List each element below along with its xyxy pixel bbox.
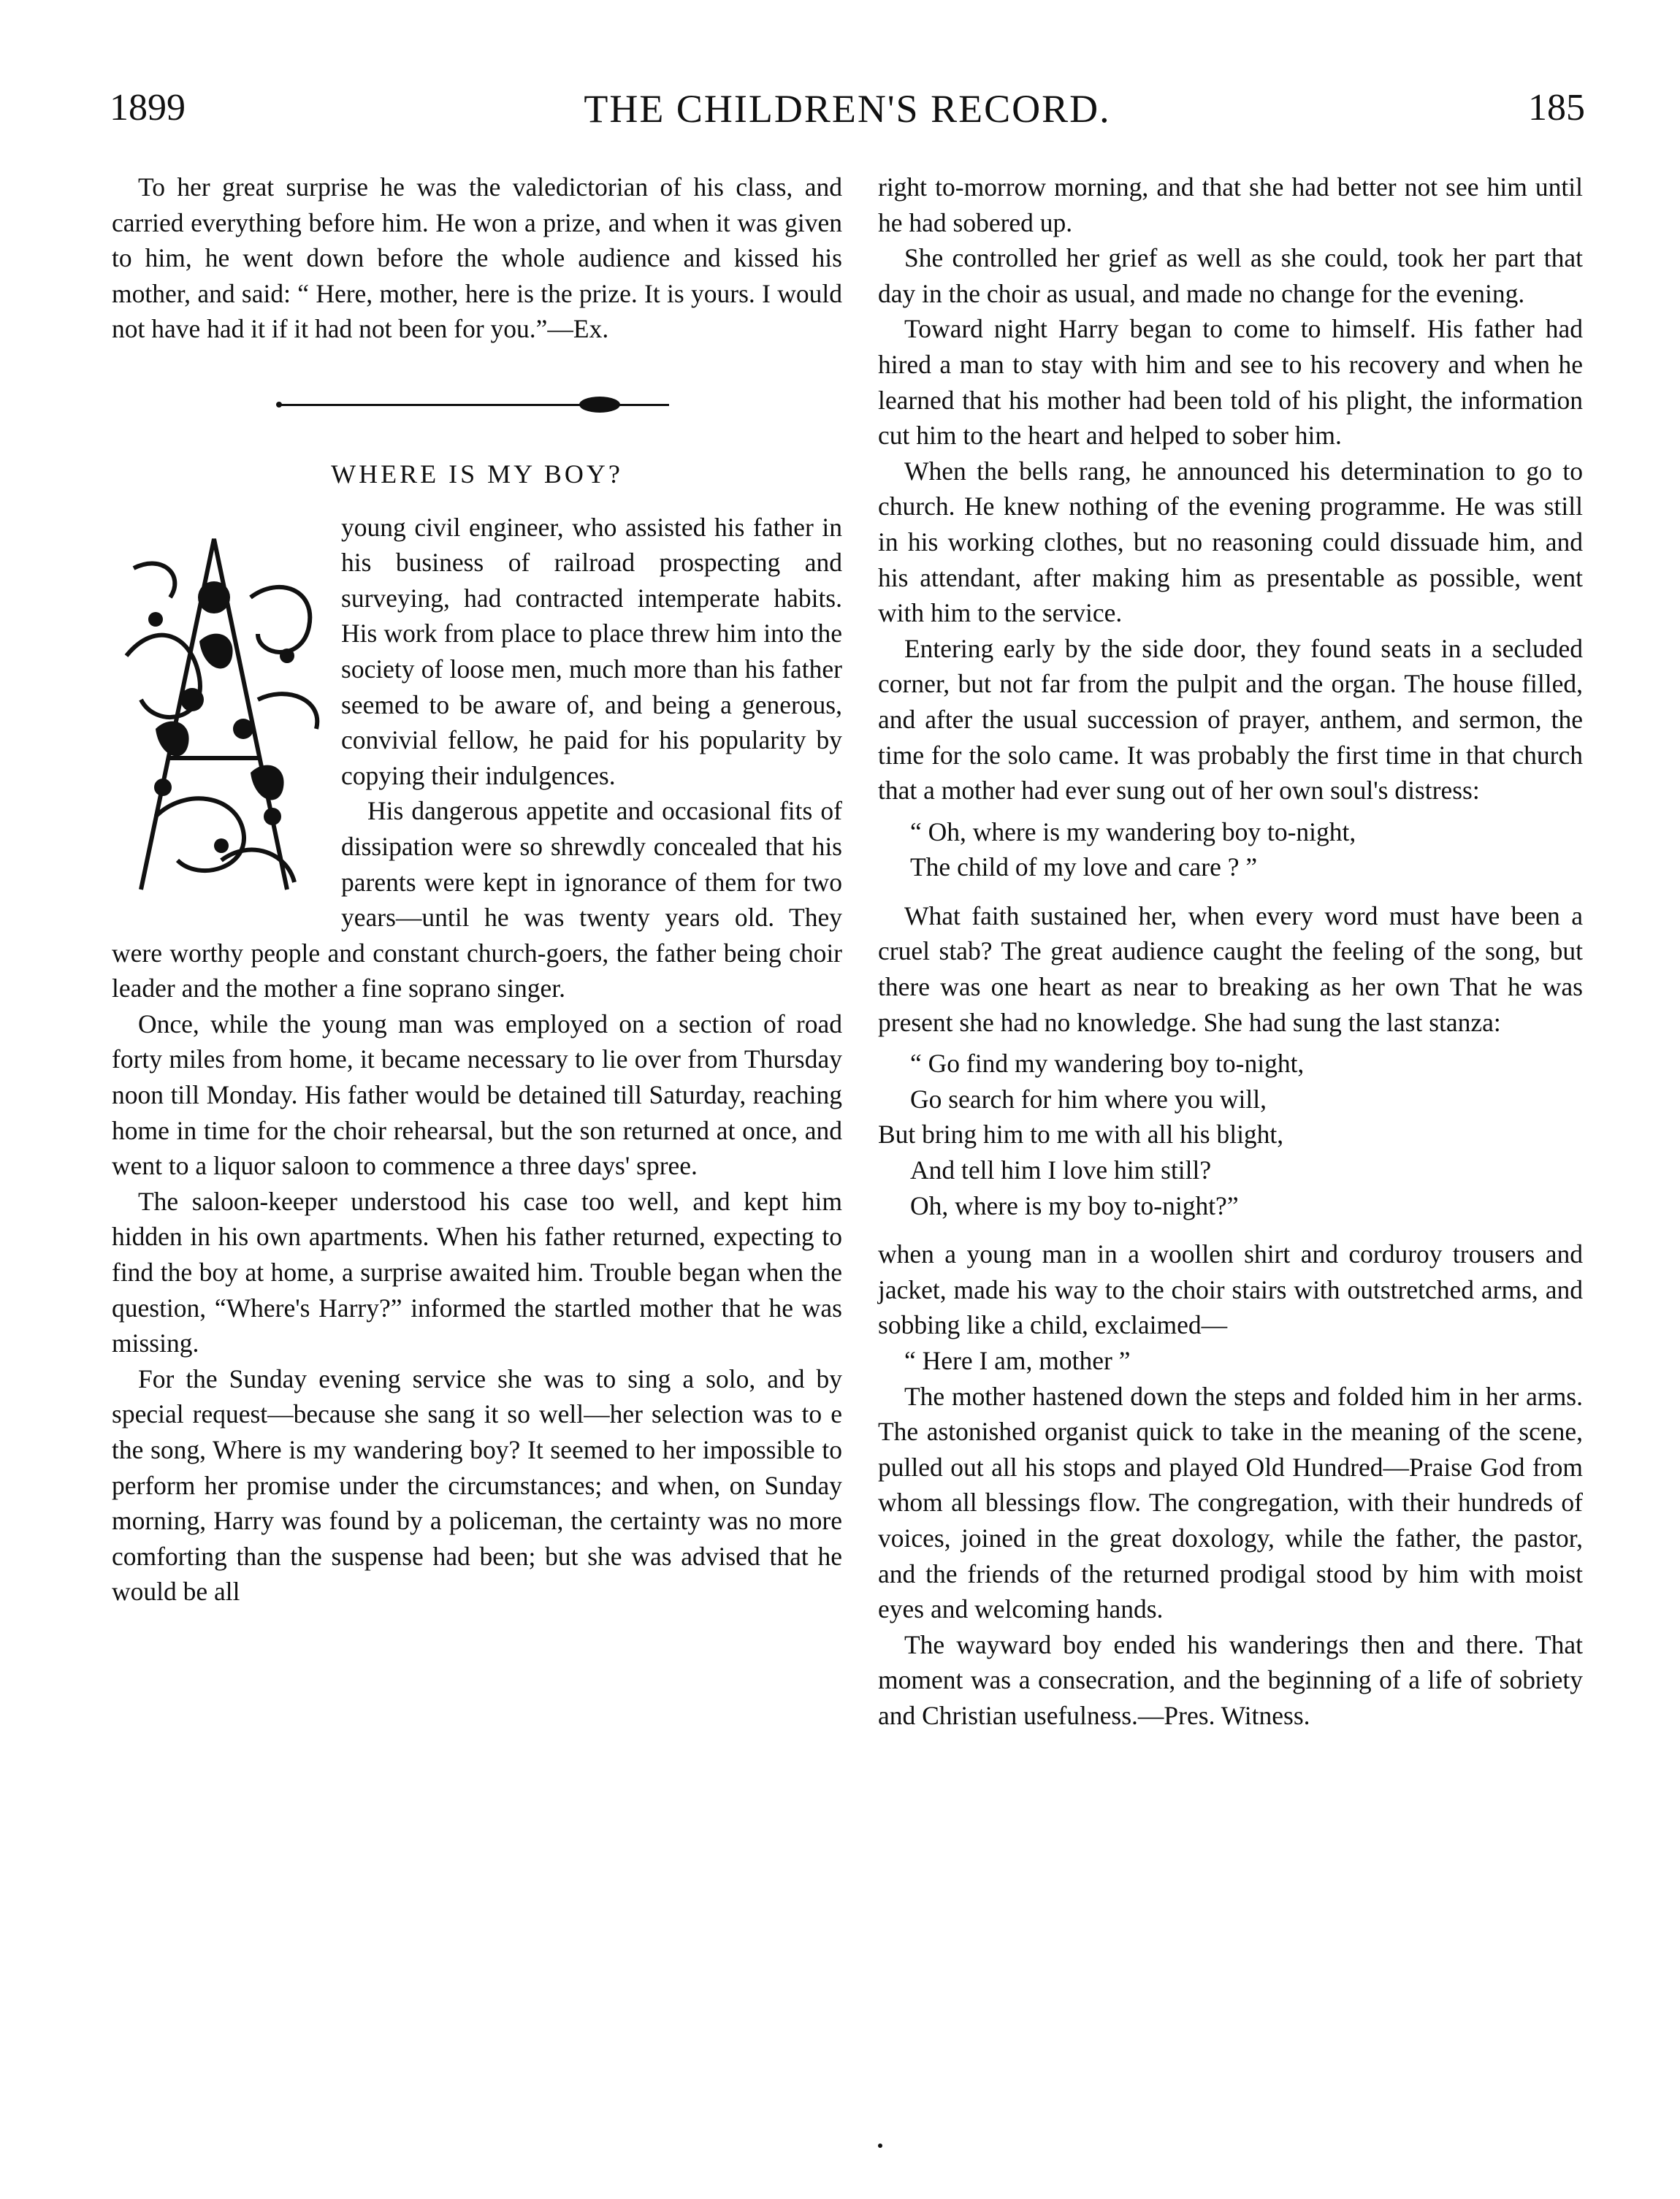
section-divider — [112, 347, 842, 456]
footer-dot — [878, 2143, 882, 2148]
header-page-number: 185 — [1528, 87, 1585, 129]
header-year: 1899 — [110, 87, 186, 129]
poem-line: The child of my love and care ? ” — [910, 852, 1258, 882]
poem-line: And tell him I love him still? — [910, 1155, 1212, 1185]
article-paragraph: Once, while the young man was employed on a section of road forty miles from home, it became necessary to lie over from Thursday noon till Monday. His father would be detained till Saturday, reaching home in time for the choir rehearsal, but the son returned at once, and went to a liquor saloon to commence a three days' spree. — [112, 1009, 842, 1181]
page-header — [110, 86, 1585, 137]
right-column — [878, 169, 1583, 1734]
poem-line: Oh, where is my boy to-night?” — [910, 1190, 1239, 1220]
article-paragraph: She controlled her grief as well as she could, took her part that day in the choir as usual, and made no change for the evening. — [878, 243, 1583, 308]
drop-cap-a-ornament — [112, 510, 331, 901]
article-paragraph: The wayward boy ended his wanderings then and there. That moment was a consecration, and the beginning of a life of sobriety and Christian usefulness.—Pres. Witness. — [878, 1629, 1583, 1730]
article-paragraph: His dangerous appetite and occasional fits of dissipation were so shrewdly concealed that his parents were kept in ignorance of them for two years—until he was twenty years old. They were worthy people and constant church-goers, the father being choir leader and the mother a fine soprano singer. — [112, 796, 842, 1003]
article-paragraph: when a young man in a woollen shirt and corduroy trousers and jacket, made his way to the choir stairs with outstretched arms, and sobbing like a child, exclaimed— — [878, 1239, 1583, 1340]
floral-initial-icon — [112, 510, 331, 901]
article-paragraph: The mother hastened down the steps and folded him in her arms. The astonished organist quick to take in the meaning of the scene, pulled out all his stops and played Old Hundred—Praise God from whom all blessings flow. The congregation, with their hundreds of voices, joined in the great doxology, while the father, the pastor, and the friends of the returned prodigal stood by him with moist eyes and welcoming hands. — [878, 1381, 1583, 1624]
article-paragraph: right to-morrow morning, and that she had better not see him until he had sobered up. — [878, 172, 1583, 237]
article-paragraph: When the bells rang, he announced his determination to go to church. He knew nothing of the evening programme. He was still in his working clothes, but no reasoning could dissuade him, and his attendant, after making him as presentable as possible, went with him to the service. — [878, 456, 1583, 628]
header-title: THE CHILDREN'S RECORD. — [584, 87, 1111, 131]
article-title: WHERE IS MY BOY? — [331, 459, 623, 489]
article-paragraph: Entering early by the side door, they found seats in a secluded corner, but not far from the pulpit and the organ. The house filled, and after the usual succession of prayer, anthem, and sermon, the time for the solo came. It was probably the first time in that church that a mother had ever sung out of her own soul's distress: — [878, 633, 1583, 806]
poem-line: Go search for him where you will, — [910, 1084, 1267, 1114]
article-paragraph: For the Sunday evening service she was to sing a solo, and by special request—because she sang it so well—her selection was to e the song, Where is my wandering boy? It seemed to her impossible to perform her promise under the circumstances; and when, on Sunday morning, Harry was found by a policeman, the certainty was no more comforting than the suspense had been; but she was advised that he would be all — [112, 1364, 842, 1607]
article-paragraph: What faith sustained her, when every word must have been a cruel stab? The great audience caught the feeling of the song, but there was one heart as near to breaking as her own That he was present she had no knowledge. She had sung the last stanza: — [878, 900, 1583, 1037]
article-paragraph: “ Here I am, mother ” — [904, 1346, 1131, 1375]
divider-ornament — [579, 397, 620, 413]
article-paragraph: Toward night Harry began to come to himself. His father had hired a man to stay with him and see to his recovery and when he learned that his mother had been told of his plight, the information cut him to the heart and helped to sober him. — [878, 314, 1583, 451]
opening-paragraph: To her great surprise he was the valedictorian of his class, and carried everything before him. He won a prize, and when it was given to him, he went down before the whole audience and kissed his mother, and said: “ Here, mother, here is the prize. It is yours. I would not have had it if it had not been for you.”—Ex. — [112, 172, 842, 344]
poem-line: “ Go find my wandering boy to-night, — [910, 1049, 1305, 1079]
poem-last-stanza — [878, 1046, 1583, 1223]
poem-line: But bring him to me with all his blight, — [878, 1120, 1284, 1150]
article-paragraph: The saloon-keeper understood his case too well, and kept him hidden in his own apartments. When his father returned, expecting to find the boy at home, a surprise awaited him. Trouble began when the question, “Where's Harry?” informed the startled mother that he was missing. — [112, 1186, 842, 1358]
article-paragraph: young civil engineer, who assisted his father in his business of railroad prospecting and surveying, had contracted intemperate habits. His work from place to place threw him into the society of loose men, much more than his father seemed to be aware of, and being a generous, convivial fellow, he paid for his popularity by copying their indulgences. — [341, 512, 842, 790]
poem-line: “ Oh, where is my wandering boy to-night, — [910, 817, 1356, 846]
poem-first-stanza — [878, 814, 1583, 885]
left-column — [112, 169, 842, 1610]
